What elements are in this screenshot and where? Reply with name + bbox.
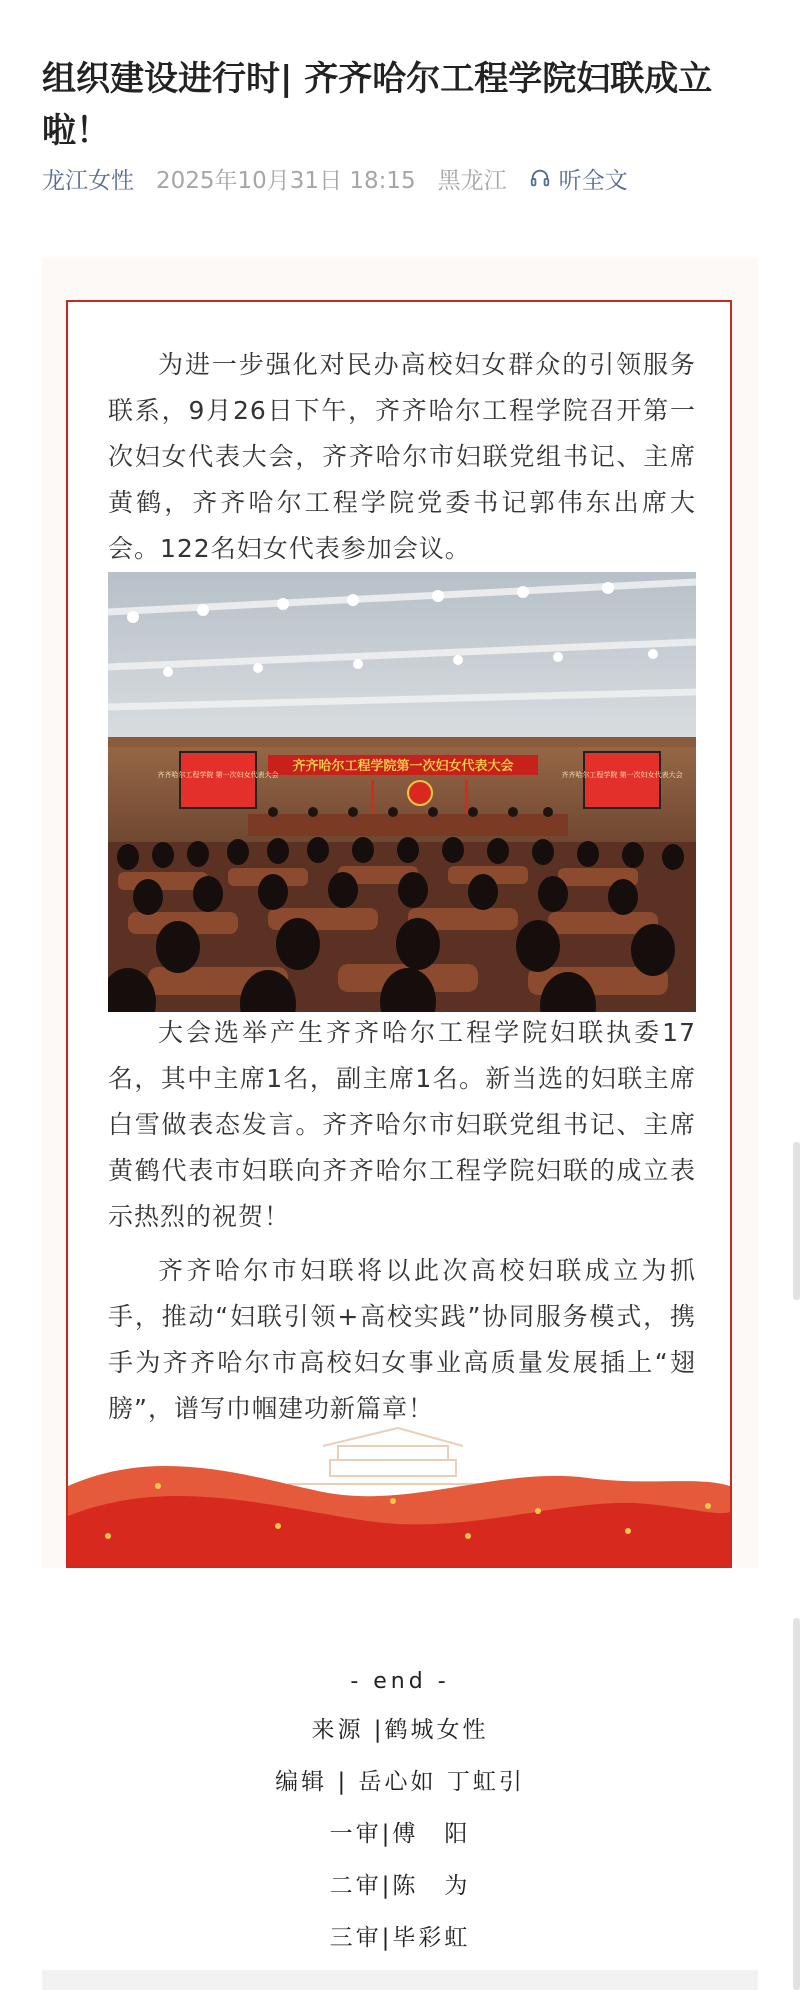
headphones-icon	[529, 167, 551, 189]
scrollbar-segment[interactable]	[793, 1142, 800, 1300]
account-name-link[interactable]: 龙江女性	[42, 167, 134, 194]
paragraph-outlook: 齐齐哈尔市妇联将以此次高校妇联成立为抓手，推动“妇联引领+高校实践”协同服务模式，携手为齐齐哈尔市高校妇女事业高质量发展插上“翅膀”，谱写巾帼建功新篇章！	[108, 1256, 696, 1423]
paragraph-election: 大会选举产生齐齐哈尔工程学院妇联执委17名，其中主席1名，副主席1名。新当选的妇联主席白雪做表态发言。齐齐哈尔市妇联党组书记、主席黄鹤代表市妇联向齐齐哈尔工程学院妇联的成立表示热烈的祝贺！	[108, 1018, 696, 1231]
scrollbar-segment-lower[interactable]	[793, 1618, 800, 1990]
end-marker: - end -	[350, 1669, 450, 1694]
meeting-photo-graphic	[108, 572, 696, 1012]
listen-label: 听全文	[558, 167, 628, 194]
listen-button[interactable]	[529, 162, 628, 195]
paragraph-intro: 为进一步强化对民办高校妇女群众的引领服务联系，9月26日下午，齐齐哈尔工程学院召开第一次妇女代表大会，齐齐哈尔市妇联党组书记、主席黄鹤，齐齐哈尔工程学院党委书记郭伟东出席大会。122名妇女代表参加会议。	[108, 350, 696, 563]
second-review-credit: 二审|陈 为	[329, 1873, 471, 1899]
source-credit: 来源 |鹤城女性	[311, 1717, 489, 1743]
decorative-red-wave	[68, 1416, 730, 1566]
left-screen-text: 齐齐哈尔工程学院 第一次妇女代表大会	[157, 771, 279, 779]
meeting-photo[interactable]	[108, 572, 696, 1012]
article-footer	[0, 1660, 800, 1964]
next-section-strip	[42, 1970, 758, 1990]
publish-time: 2025年10月31日 18:15	[156, 167, 416, 194]
first-review-credit: 一审|傅 阳	[329, 1821, 471, 1847]
publish-region: 黑龙江	[437, 167, 507, 194]
photo-banner-text: 齐齐哈尔工程学院第一次妇女代表大会	[292, 759, 514, 774]
third-review-credit: 三审|毕彩虹	[329, 1925, 471, 1951]
right-screen-text: 齐齐哈尔工程学院 第一次妇女代表大会	[561, 771, 683, 779]
editor-credit: 编辑 | 岳心如 丁虹引	[275, 1769, 525, 1795]
article-title: 组织建设进行时| 齐齐哈尔工程学院妇联成立啦！	[42, 58, 713, 151]
article-content-frame	[66, 300, 732, 1568]
article-meta	[42, 160, 628, 196]
tiananmen-outline-icon	[288, 1428, 508, 1484]
